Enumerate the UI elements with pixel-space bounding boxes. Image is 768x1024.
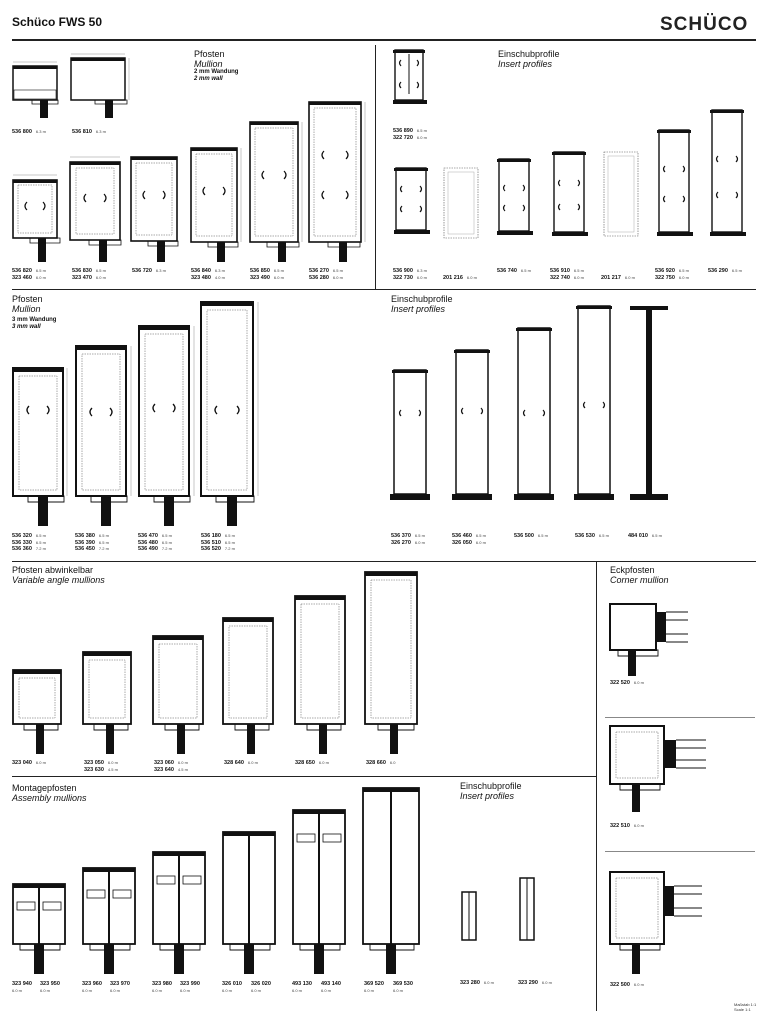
caption-536740: 536 740 6.5 m (497, 268, 531, 274)
divider-corner-1 (605, 717, 755, 718)
section-title-en: Mullion (194, 59, 223, 69)
caption-201216: 201 216 6.0 m (443, 275, 477, 281)
section-insert-bottom (460, 781, 522, 801)
caption-536850: 536 850 6.5 m 323 490 6.0 m (250, 268, 284, 281)
wall-label-de: 3 mm Wandung (12, 317, 57, 323)
section-title-de: Pfosten (194, 49, 225, 59)
caption-369530: 369 530 6.0 m (393, 981, 413, 993)
section-insert-mid (391, 294, 453, 314)
profile-323060 (152, 630, 208, 756)
profile-536840 (190, 142, 244, 264)
caption-536500: 536 500 6.5 m (514, 533, 548, 539)
brand-logo: SCHÜCO (660, 14, 749, 35)
profile-536910 (549, 148, 593, 242)
profile-322510 (608, 720, 718, 816)
caption-322510: 322 510 6.0 m (610, 823, 644, 829)
profile-536180 (200, 296, 264, 528)
profile-536920 (654, 126, 698, 242)
caption-536840: 536 840 6.3 m 323 480 4.0 m (191, 268, 225, 281)
caption-536460: 536 460 6.5 m 326 050 6.0 m (452, 533, 486, 546)
section-title-de: Einschubprofile (460, 781, 522, 791)
section-title-en: Corner mullion (610, 575, 669, 585)
caption-323290: 323 290 6.0 m (518, 980, 552, 986)
profile-201216 (440, 164, 484, 244)
wall-label-en: 3 mm wall (12, 324, 41, 330)
caption-323950: 323 950 6.0 m (40, 981, 60, 993)
profile-484010 (626, 302, 676, 506)
divider-row1 (12, 289, 756, 290)
profile-536890 (391, 46, 435, 108)
caption-536530: 536 530 6.5 m (575, 533, 609, 539)
caption-326020: 326 020 6.0 m (251, 981, 271, 993)
profile-536830 (69, 154, 125, 264)
profile-323960 (82, 862, 140, 978)
scale-note: Maßstab 1:1 Scale 1:1 (734, 1002, 757, 1012)
profile-536470 (138, 320, 198, 528)
divider-row2 (12, 561, 756, 562)
profile-536530 (572, 302, 622, 506)
profile-323290 (516, 874, 540, 946)
section-title-de: Einschubprofile (498, 49, 560, 59)
profile-536810 (69, 52, 131, 120)
section-title-de: Eckpfosten (610, 565, 655, 575)
caption-536370: 536 370 6.5 m 326 270 6.0 m (391, 533, 425, 546)
caption-322520: 322 520 6.0 m (610, 680, 644, 686)
caption-536290: 536 290 6.5 m (708, 268, 742, 274)
profile-322500 (608, 866, 718, 978)
section-mullion-2mm (194, 49, 238, 83)
caption-328660: 328 660 6.0 (366, 760, 396, 766)
divider-row3 (12, 776, 596, 777)
divider-vertical-corner (596, 561, 597, 1011)
caption-536900: 536 900 6.3 m 322 730 6.0 m (393, 268, 427, 281)
section-title-en: Insert profiles (498, 59, 553, 69)
caption-326010: 326 010 6.0 m (222, 981, 242, 993)
section-title-de: Einschubprofile (391, 294, 453, 304)
section-assembly-mullions (12, 783, 87, 803)
profile-323050 (82, 646, 136, 756)
section-title-de: Pfosten (12, 294, 43, 304)
caption-536800: 536 800 6.3 m (12, 129, 46, 135)
profile-536370 (388, 366, 438, 506)
divider-corner-2 (605, 851, 755, 852)
section-mullion-3mm (12, 294, 56, 331)
profile-326010 (222, 826, 280, 978)
profile-323040 (12, 664, 66, 756)
section-title-en: Insert profiles (391, 304, 446, 314)
profile-536270 (308, 96, 368, 264)
profile-536900 (391, 164, 435, 240)
caption-536270: 536 270 6.5 m 536 280 6.0 m (309, 268, 343, 281)
caption-323960: 323 960 6.0 m (82, 981, 102, 993)
wall-label-de: 2 mm Wandung (194, 69, 239, 75)
caption-536890: 536 890 6.5 m 322 720 6.0 m (393, 128, 427, 141)
caption-536810: 536 810 6.3 m (72, 129, 106, 135)
caption-323990: 323 990 6.0 m (180, 981, 200, 993)
profile-323940 (12, 878, 70, 978)
caption-201217: 201 217 6.0 m (601, 275, 635, 281)
caption-323050: 323 050 6.0 m 323 630 4.5 m (84, 760, 118, 773)
caption-536180: 536 180 6.5 m 536 510 6.5 m 536 520 7.2 m (201, 533, 235, 553)
profile-201217 (600, 148, 644, 242)
section-variable-angle (12, 565, 105, 585)
caption-323280: 323 280 6.0 m (460, 980, 494, 986)
section-insert-top (498, 49, 560, 69)
caption-323040: 323 040 6.0 m (12, 760, 46, 766)
section-title-en: Insert profiles (460, 791, 515, 801)
caption-322500: 322 500 6.0 m (610, 982, 644, 988)
profile-536740 (494, 155, 538, 241)
caption-536720: 536 720 6.3 m (132, 268, 166, 274)
caption-328650: 328 650 6.0 m (295, 760, 329, 766)
caption-536820: 536 820 6.5 m 323 460 6.0 m (12, 268, 46, 281)
page-title: Schüco FWS 50 (12, 15, 103, 29)
divider-vertical-top (375, 45, 376, 289)
profile-536800 (12, 60, 60, 120)
caption-323970: 323 970 6.0 m (110, 981, 130, 993)
caption-484010: 484 010 6.5 m (628, 533, 662, 539)
profile-536820 (12, 172, 62, 264)
profile-536320 (12, 362, 70, 528)
section-title-de: Montagepfosten (12, 783, 77, 793)
profile-328640 (222, 612, 278, 756)
caption-323980: 323 980 6.0 m (152, 981, 172, 993)
profile-536720 (130, 151, 182, 264)
caption-536830: 536 830 6.5 m 323 470 6.0 m (72, 268, 106, 281)
profile-536290 (707, 106, 751, 242)
profile-536460 (450, 346, 500, 506)
caption-328640: 328 640 6.0 m (224, 760, 258, 766)
profile-536380 (75, 340, 135, 528)
profile-536500 (512, 324, 562, 506)
profile-536850 (249, 116, 305, 264)
profile-369520 (362, 782, 424, 978)
caption-536380: 536 380 6.5 m 536 390 6.5 m 536 450 7.2 m (75, 533, 109, 553)
caption-369520: 369 520 6.0 m (364, 981, 384, 993)
profile-328650 (294, 590, 350, 756)
caption-536910: 536 910 6.5 m 322 740 6.0 m (550, 268, 584, 281)
profile-322520 (608, 598, 718, 678)
section-title-en: Mullion (12, 304, 41, 314)
caption-493130: 493 130 6.0 m (292, 981, 312, 993)
caption-323940: 323 940 6.0 m (12, 981, 32, 993)
caption-536320: 536 320 6.5 m 536 330 6.5 m 536 360 7.2 m (12, 533, 46, 553)
profile-323980 (152, 846, 210, 978)
wall-label-en: 2 mm wall (194, 76, 223, 82)
profile-323280 (458, 888, 482, 946)
caption-323060: 323 060 6.0 m 323 640 4.5 m (154, 760, 188, 773)
caption-536470: 536 470 6.5 m 536 480 6.5 m 536 490 7.2 m (138, 533, 172, 553)
profile-493130 (292, 804, 350, 978)
caption-493140: 493 140 6.0 m (321, 981, 341, 993)
section-title-en: Variable angle mullions (12, 575, 105, 585)
section-corner-mullion (610, 565, 669, 585)
profile-328660 (364, 566, 424, 756)
header-rule (12, 39, 756, 41)
caption-536920: 536 920 6.5 m 322 750 6.0 m (655, 268, 689, 281)
section-title-en: Assembly mullions (12, 793, 87, 803)
section-title-de: Pfosten abwinkelbar (12, 565, 94, 575)
